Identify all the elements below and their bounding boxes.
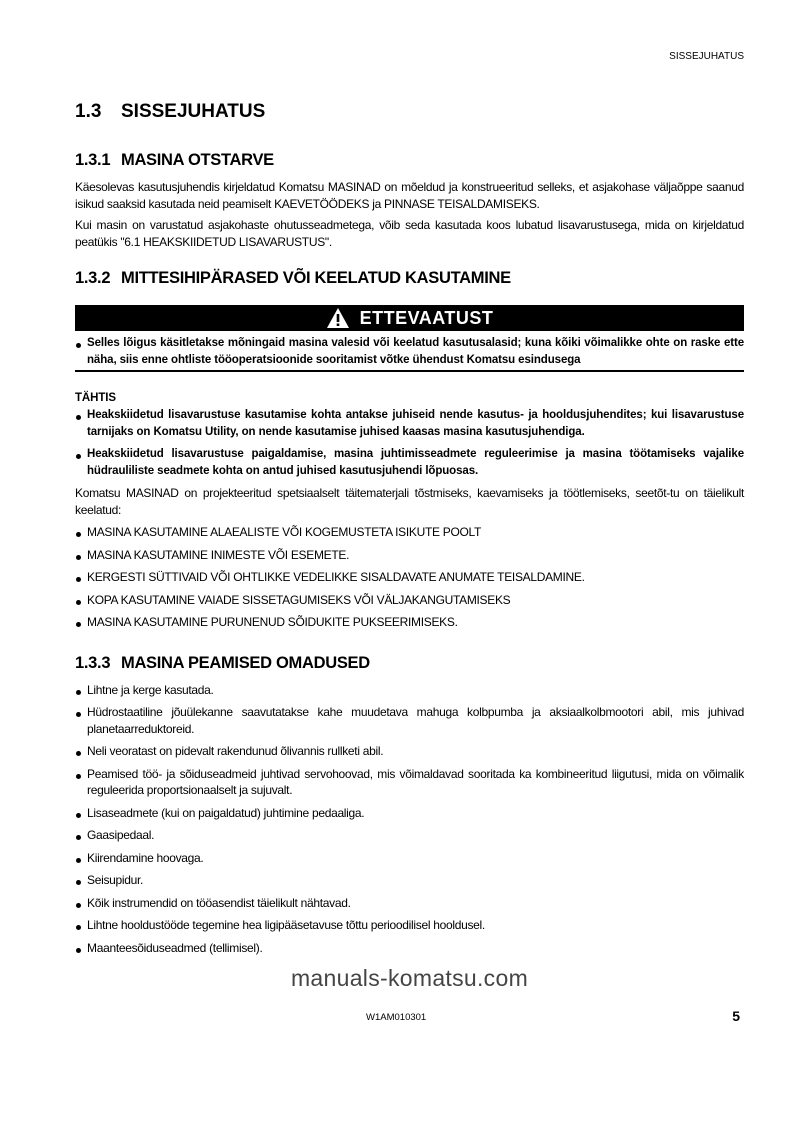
list-item: Kõik instrumendid on tööasendist täielikult nähtavad.: [75, 895, 744, 912]
important-label: TÄHTIS: [75, 392, 116, 404]
footer-code: W1AM010301: [366, 1012, 427, 1023]
list-item: Lihtne hooldustööde tegemine hea ligipääsetavuse tõttu perioodilisel hooldusel.: [75, 917, 744, 934]
prohibited-list: [75, 524, 744, 631]
list-item: MASINA KASUTAMINE INIMESTE VÕI ESEMETE.: [75, 547, 744, 564]
warning-triangle-icon: [326, 307, 350, 329]
section-number: 1.3: [75, 101, 102, 122]
important-list: [75, 407, 744, 479]
section-title: MASINA OTSTARVE: [121, 151, 274, 169]
section-title: MASINA PEAMISED OMADUSED: [121, 653, 370, 672]
list-item: Maanteesõiduseadmed (tellimisel).: [75, 940, 744, 957]
section-number: 1.3.2: [75, 269, 111, 287]
section-number: 1.3.1: [75, 151, 111, 169]
watermark: manuals-komatsu.com: [290, 965, 529, 991]
caution-list: [75, 335, 744, 368]
paragraph: Käesolevas kasutusjuhendis kirjeldatud Komatsu MASINAD on mõeldud ja konstrueeritud selleks, et asjakohase väljaõppe saanud isikud saaksid kasutada neid peamiselt KAEVETÖÖDEKS ja PINNASE TEISALDAMISEKS.: [75, 180, 744, 211]
section-heading-1-3: [75, 100, 744, 124]
section-title: MITTESIHIPÄRASED VÕI KEELATUD KASUTAMINE: [121, 269, 511, 287]
list-item: KOPA KASUTAMINE VAIADE SISSETAGUMISEKS VÕI VÄLJAKANGUTAMISEKS: [75, 592, 744, 609]
caution-item: Selles lõigus käsitletakse mõningaid masina valesid või keelatud kasutusalasid; kuna kõiki võimalikke ohte on raske ette näha, siis enne ohtliste tööoperatsioonide sooritamist võtke ühendust Komatsu esindusega: [75, 335, 744, 368]
list-item: Lisaseadmete (kui on paigaldatud) juhtimine pedaaliga.: [75, 805, 744, 822]
list-item: Lihtne ja kerge kasutada.: [75, 682, 744, 699]
section-title: SISSEJUHATUS: [121, 101, 266, 122]
page-content: [75, 0, 744, 1030]
important-item: Heakskiidetud lisavarustuse kasutamise kohta antakse juhiseid nende kasutus- ja hooldusjuhendites; kui lisavarustuse tarnijaks on Komatsu Utility, on nende kasutamise juhised kaasas masina kasutusjuhendiga.: [75, 407, 744, 440]
list-item: Gaasipedaal.: [75, 827, 744, 844]
heading-1-3-2: [75, 268, 744, 288]
features-list: [75, 682, 744, 957]
page-number: 5: [732, 1008, 740, 1024]
list-item: Neli veoratast on pidevalt rakendunud õlivannis rullketi abil.: [75, 743, 744, 760]
list-item: Hüdrostaatiline jõuülekanne saavutatakse kahe muudetava mahuga kolbpumba ja aksiaalkolbmootori abil, mis juhivad planetaarreduktoreid.: [75, 704, 744, 737]
paragraph: Komatsu MASINAD on projekteeritud spetsiaalselt täitematerjali tõstmiseks, kaevamiseks ja töötlemiseks, seetõt-tu on täielikult keelatud:: [75, 486, 744, 517]
paragraph: Kui masin on varustatud asjakohaste ohutusseadmetega, võib seda kasutada koos lubatud lisavarustusega, mida on kirjeldatud peatükis "6.1 HEAKSKIIDETUD LISAVARUSTUS".: [75, 218, 744, 249]
caution-label: ETTEVAATUST: [359, 307, 494, 328]
caution-banner: [75, 305, 744, 331]
running-header: SISSEJUHATUS: [669, 51, 744, 62]
heading-1-3-1: [75, 150, 744, 170]
heading-1-3-3: [75, 653, 744, 673]
list-item: MASINA KASUTAMINE PURUNENUD SÕIDUKITE PUKSEERIMISEKS.: [75, 614, 744, 631]
list-item: Kiirendamine hoovaga.: [75, 850, 744, 867]
list-item: KERGESTI SÜTTIVAID VÕI OHTLIKKE VEDELIKKE SISALDAVATE ANUMATE TEISALDAMINE.: [75, 569, 744, 586]
list-item: MASINA KASUTAMINE ALAEALISTE VÕI KOGEMUSTETA ISIKUTE POOLT: [75, 524, 744, 541]
section-number: 1.3.3: [75, 653, 111, 672]
important-item: Heakskiidetud lisavarustuse paigaldamise, masina juhtimisseadmete reguleerimise ja masina töötamiseks vajalike hüdrauliliste seadmete kohta on antud juhised kasutusjuhendi lõpuosas.: [75, 446, 744, 479]
page-footer: [75, 1006, 744, 1030]
divider: [75, 370, 744, 372]
list-item: Seisupidur.: [75, 872, 744, 889]
list-item: Peamised töö- ja sõiduseadmeid juhtivad servohoovad, mis võimaldavad sooritada ka kombineeritud liigutusi, mida on võimalik reguleerida proportsionaalselt ja sujuvalt.: [75, 766, 744, 799]
